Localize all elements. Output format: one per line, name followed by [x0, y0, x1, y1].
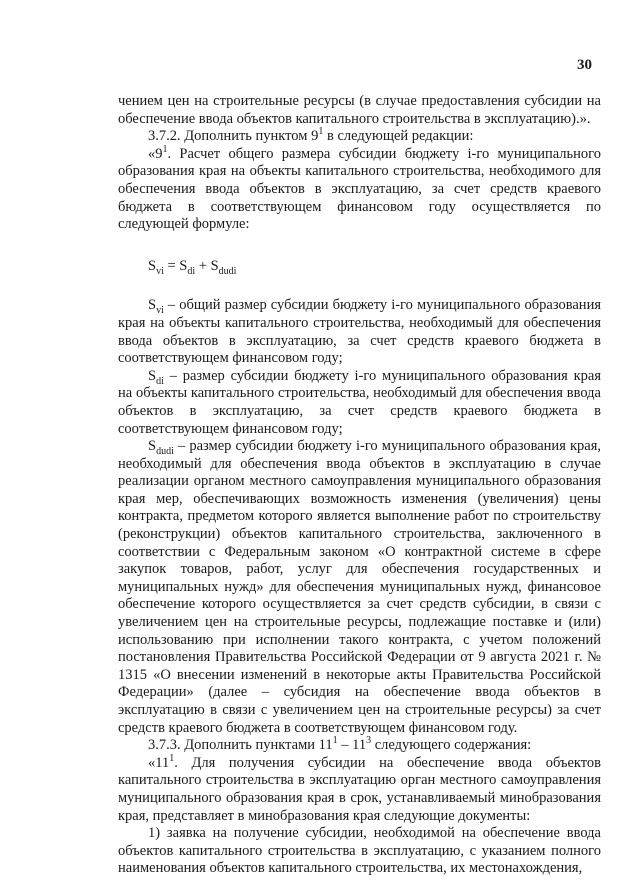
paragraph-11-1	[118, 752, 601, 825]
definition-text: – размер субсидии бюджету i-го муниципального образования края, необходимый для обеспечения ввода объектов в эксплуатацию в случае реализации органом местного самоуправления муниципального образования края мер, обеспечивающих возможность изменения (увеличения) цены контракта, предметом которого является выполнение работ по строительству (реконструкции) объектов капитального строительства, заключенного в соответствии с Федеральным законом «О контрактной системе в сфере закупок товаров, работ, услуг для обеспечения государственных и муниципальных нужд» для обеспечения муниципальных нужд, финансовое обеспечение которого осуществляется за счет средств субсидии, в связи с увеличением цен на строительные ресурсы, подлежащие поставке и (или) использованию при исполнении такого контракта, с учетом положений постановления Правительства Российской Федерации от 9 августа 2021 г. № 1315 «О внесении изменений в некоторые акты Правительства Российской Федерации» (далее – субсидия на обеспечение ввода объектов в эксплуатацию в связи с увеличением цен на строительные ресурсы) за счет средств краевого бюджета в соответствующем финансовом году.	[118, 438, 601, 736]
paragraph-9-1	[118, 143, 601, 234]
text-3-7-3-post: следующего содержания:	[371, 737, 532, 754]
superscript: 1	[162, 143, 168, 155]
text-11-1-post: . Для получения субсидии на обеспечение ввода объектов капитального строительства в эксплуатацию орган местного самоуправления муниципального образования края в срок, устанавливаемый минобразования края, представляет в минобразования края следующие документы:	[118, 754, 601, 824]
definition-text: – размер субсидии бюджету i-го муниципального образования края на объекты капитального строительства, необходимый для обеспечения ввода объектов в эксплуатацию, за счет средств краевого бюджета в соответствующем финансовом году;	[118, 367, 601, 437]
superscript: 1	[169, 752, 175, 764]
formula	[148, 258, 601, 276]
formula-symbol: S	[148, 257, 157, 274]
superscript: 1	[332, 735, 338, 747]
paragraph-3-7-3	[118, 737, 601, 755]
superscript: 1	[318, 126, 324, 138]
text-3-7-2-pre: 3.7.2. Дополнить пунктом 9	[148, 128, 319, 145]
formula-symbol: S	[148, 297, 157, 314]
paragraph-3-7-2	[118, 128, 601, 146]
definition-text: – общий размер субсидии бюджету i-го муниципального образования края на объекты капитального строительства, необходимый для обеспечения ввода объектов в эксплуатацию, за счет средств краевого бюджета в соответствующем финансовом году;	[118, 297, 601, 367]
text-11-1-pre: «11	[148, 754, 170, 771]
formula-subscript: dudi	[218, 265, 237, 277]
text-9-1-post: . Расчет общего размера субсидии бюджету i-го муниципального образования края на объекты капитального строительства, необходимого для обеспечения ввода объектов в эксплуатацию, за счет средств краевого бюджета в соответствующем финансовом году осуществляется по следующей формуле:	[118, 145, 601, 233]
text-3-7-2-post: в следующей редакции:	[323, 128, 474, 145]
definition-sdudi	[118, 438, 601, 737]
formula-subscript: vi	[156, 305, 164, 317]
formula-subscript: dudi	[156, 445, 174, 457]
superscript: 3	[366, 735, 372, 747]
definition-svi	[118, 297, 601, 367]
formula-symbol: S	[148, 438, 157, 455]
page-number: 30	[577, 57, 592, 73]
formula-symbol: = S	[163, 257, 188, 274]
list-item-1: 1) заявка на получение субсидии, необходимой на обеспечение ввода объектов капитального строительства в эксплуатацию, с указанием полного наименования объектов капитального строительства, их местонахождения,	[118, 825, 601, 877]
text-9-1-pre: «9	[148, 145, 163, 162]
formula-symbol: + S	[195, 257, 219, 274]
text-3-7-3-pre: 3.7.3. Дополнить пунктами 11	[148, 737, 333, 754]
text-3-7-3-mid: – 11	[337, 737, 367, 754]
formula-subscript: vi	[156, 265, 164, 277]
definition-sdi	[118, 368, 601, 438]
paragraph-intro: чением цен на строительные ресурсы (в случае предоставления субсидии на обеспечение ввода объектов капитального строительства в эксплуатацию).».	[118, 93, 601, 127]
formula-subscript: di	[187, 265, 196, 277]
document-body	[118, 93, 601, 878]
formula-symbol: S	[148, 367, 157, 384]
formula-subscript: di	[156, 375, 164, 387]
